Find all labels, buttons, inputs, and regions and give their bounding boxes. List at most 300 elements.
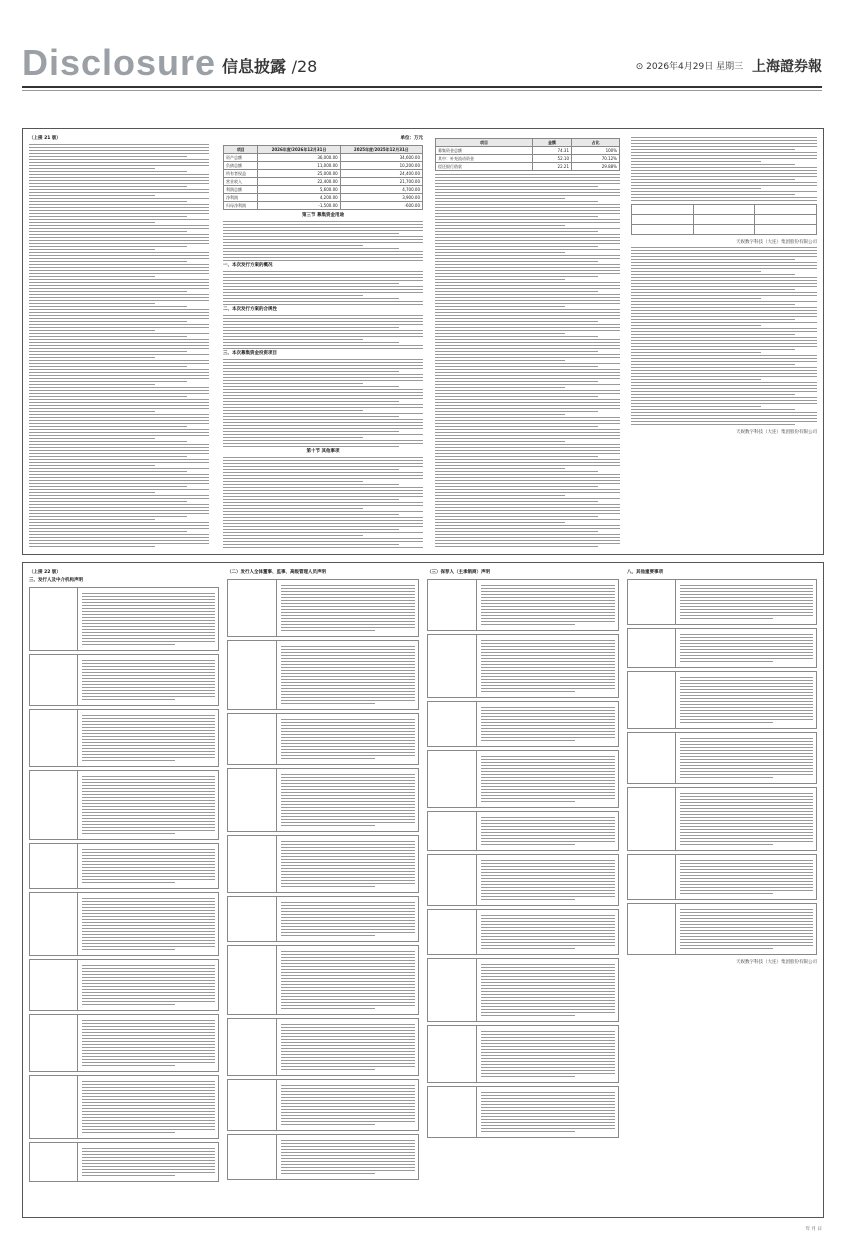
text-line — [281, 1054, 416, 1055]
text-line — [281, 951, 416, 952]
text-line — [281, 795, 416, 796]
text-line — [435, 291, 598, 292]
text-line — [481, 1113, 616, 1114]
text-line — [82, 821, 215, 822]
text-line — [481, 1009, 616, 1010]
text-line — [481, 591, 616, 592]
text-line — [281, 847, 416, 848]
text-line — [82, 833, 175, 834]
text-line — [631, 289, 795, 290]
text-line — [435, 375, 620, 376]
text-line — [435, 216, 598, 217]
text-line — [29, 384, 155, 385]
text-line — [481, 640, 616, 641]
text-line — [82, 733, 215, 734]
text-line — [223, 469, 399, 470]
table-row — [224, 162, 423, 170]
text-line — [481, 679, 616, 680]
text-line — [631, 292, 817, 293]
text-line — [481, 872, 616, 873]
text-line — [82, 739, 215, 740]
text-line — [223, 547, 423, 548]
text-line — [680, 750, 813, 751]
text-line — [281, 652, 416, 653]
text-line — [29, 501, 187, 502]
text-line — [281, 655, 416, 656]
text-line — [223, 224, 423, 225]
masthead — [22, 42, 822, 82]
text-line — [680, 829, 813, 830]
text-line — [82, 1102, 215, 1103]
statement-block — [29, 843, 219, 889]
text-line — [82, 812, 215, 813]
text-line — [281, 914, 416, 915]
text-line — [29, 423, 209, 424]
text-line — [680, 912, 813, 913]
text-line — [631, 307, 817, 308]
text-line — [29, 237, 209, 238]
table-cell: 74.31 — [533, 147, 572, 155]
text-line — [223, 383, 363, 384]
text-line — [281, 1002, 416, 1003]
text-line — [281, 697, 416, 698]
text-line — [680, 701, 813, 702]
text-line — [680, 860, 813, 861]
text-line — [435, 201, 598, 202]
text-line — [481, 866, 616, 867]
text-line — [631, 301, 817, 302]
text-line — [481, 823, 616, 824]
text-line — [281, 990, 416, 991]
text-line — [223, 271, 423, 272]
text-line — [631, 268, 817, 269]
statement-block — [427, 854, 619, 906]
text-line — [281, 877, 416, 878]
text-line — [481, 982, 616, 983]
text-line — [82, 626, 215, 627]
text-line — [223, 481, 363, 482]
text-line — [82, 1163, 215, 1164]
text-line — [223, 330, 423, 331]
text-line — [281, 1106, 416, 1107]
text-line — [680, 704, 813, 705]
text-line — [680, 915, 813, 916]
text-line — [481, 1128, 616, 1129]
text-line — [481, 1058, 616, 1059]
table-header: 金额 — [533, 139, 572, 147]
text-line — [435, 468, 565, 469]
text-line — [281, 923, 416, 924]
text-line — [481, 863, 616, 864]
text-line — [29, 330, 155, 331]
text-line — [29, 213, 209, 214]
body-text — [29, 144, 209, 548]
text-line — [29, 519, 155, 520]
text-line — [481, 667, 616, 668]
text-line — [223, 260, 423, 261]
text-line — [631, 409, 795, 410]
text-line — [680, 918, 813, 919]
text-line — [631, 340, 817, 341]
text-line — [82, 1001, 215, 1002]
text-line — [82, 1157, 215, 1158]
text-line — [281, 630, 375, 631]
text-line — [29, 489, 209, 490]
text-line — [481, 771, 616, 772]
text-line — [82, 1148, 215, 1149]
text-line — [281, 880, 416, 881]
text-line — [281, 1008, 375, 1009]
text-line — [82, 605, 215, 606]
body-text — [223, 457, 423, 548]
text-line — [223, 487, 423, 488]
text-line — [680, 866, 813, 867]
text-line — [223, 484, 399, 485]
text-line — [435, 234, 620, 235]
text-line — [82, 818, 215, 819]
text-line — [82, 904, 215, 905]
text-line — [631, 143, 817, 144]
text-line — [82, 745, 215, 746]
text-line — [82, 992, 215, 993]
text-line — [481, 737, 616, 738]
text-line — [82, 800, 215, 801]
table-cell: 4,200.00 — [258, 194, 340, 202]
text-line — [29, 159, 209, 160]
text-line — [281, 844, 416, 845]
table-cell: 25,000.00 — [258, 170, 340, 178]
text-line — [281, 871, 416, 872]
text-line — [481, 1043, 616, 1044]
text-line — [82, 1041, 215, 1042]
text-line — [481, 829, 616, 830]
text-line — [680, 634, 813, 635]
text-line — [481, 985, 616, 986]
text-line — [631, 346, 817, 347]
text-line — [481, 844, 575, 845]
text-line — [29, 408, 209, 409]
text-line — [82, 806, 215, 807]
text-line — [435, 279, 565, 280]
text-line — [281, 1027, 416, 1028]
text-line — [281, 700, 416, 701]
text-line — [223, 425, 423, 426]
text-line — [435, 345, 620, 346]
statement-block — [427, 750, 619, 808]
text-line — [435, 414, 565, 415]
text-line — [680, 722, 773, 723]
text-line — [481, 661, 616, 662]
table-cell: 34,600.00 — [340, 154, 422, 162]
text-line — [82, 1099, 215, 1100]
text-line — [481, 780, 616, 781]
table-cell: 归母净利润 — [224, 202, 258, 210]
text-line — [82, 876, 215, 877]
text-line — [223, 251, 423, 252]
text-line — [29, 192, 209, 193]
text-line — [82, 593, 215, 594]
text-line — [435, 348, 620, 349]
text-line — [82, 879, 215, 880]
table-cell: 4,700.00 — [340, 186, 422, 194]
text-line — [29, 345, 209, 346]
text-line — [281, 996, 416, 997]
text-line — [435, 309, 620, 310]
text-line — [281, 594, 416, 595]
text-line — [223, 377, 423, 378]
text-line — [680, 719, 813, 720]
text-line — [631, 191, 817, 192]
text-line — [631, 379, 761, 380]
text-line — [281, 1124, 375, 1125]
table-cell: 24,400.00 — [340, 170, 422, 178]
text-line — [631, 304, 795, 305]
text-line — [481, 997, 616, 998]
text-line — [435, 252, 565, 253]
text-line — [29, 261, 187, 262]
text-line — [435, 255, 620, 256]
text-line — [29, 399, 209, 400]
text-line — [281, 1048, 416, 1049]
text-line — [435, 381, 598, 382]
text-line — [29, 195, 155, 196]
statement-block — [627, 854, 817, 900]
text-line — [223, 395, 423, 396]
text-line — [223, 544, 399, 545]
text-line — [223, 499, 399, 500]
text-line — [481, 936, 616, 937]
text-line — [82, 1081, 215, 1082]
top-left-column — [29, 135, 209, 548]
text-line — [680, 713, 813, 714]
statement-block — [427, 811, 619, 851]
bottom-col-3 — [427, 569, 619, 1211]
statement-block — [29, 959, 219, 1011]
text-line — [481, 1052, 616, 1053]
text-line — [435, 498, 620, 499]
text-line — [29, 525, 209, 526]
text-line — [631, 164, 795, 165]
text-line — [223, 371, 399, 372]
text-line — [481, 1006, 616, 1007]
text-line — [82, 925, 215, 926]
text-line — [223, 475, 423, 476]
text-line — [680, 692, 813, 693]
text-line — [631, 322, 817, 323]
text-line — [82, 675, 215, 676]
text-line — [223, 245, 363, 246]
text-line — [631, 250, 817, 251]
signing-company: 天娱数字科技（大连）集团股份有限公司 — [736, 960, 817, 965]
text-line — [435, 444, 620, 445]
text-line — [435, 177, 620, 178]
text-line — [223, 404, 423, 405]
text-line — [680, 606, 813, 607]
text-line — [680, 677, 813, 678]
text-line — [680, 942, 813, 943]
table-cell: 负债总额 — [224, 162, 258, 170]
text-line — [435, 222, 620, 223]
text-line — [435, 396, 598, 397]
text-line — [435, 528, 620, 529]
text-line — [82, 980, 215, 981]
text-line — [435, 537, 620, 538]
text-line — [281, 774, 416, 775]
text-line — [481, 783, 616, 784]
table-header: 项目 — [436, 139, 533, 147]
text-line — [481, 1107, 616, 1108]
text-line — [82, 715, 215, 716]
text-line — [281, 807, 416, 808]
text-line — [29, 255, 209, 256]
body-text — [223, 315, 423, 349]
statement-block — [227, 945, 419, 1015]
text-line — [481, 673, 616, 674]
text-line — [680, 707, 813, 708]
top-mid-column — [223, 135, 423, 548]
text-line — [435, 489, 620, 490]
text-line — [281, 825, 375, 826]
text-line — [435, 240, 620, 241]
text-line — [435, 372, 620, 373]
text-line — [481, 670, 616, 671]
statement-block — [29, 1075, 219, 1139]
text-line — [82, 1053, 215, 1054]
text-line — [223, 254, 423, 255]
text-line — [223, 535, 363, 536]
statement-block — [227, 768, 419, 832]
text-line — [481, 759, 616, 760]
text-line — [82, 1084, 215, 1085]
text-line — [82, 919, 215, 920]
text-line — [680, 832, 813, 833]
text-line — [223, 413, 423, 414]
table-row — [224, 170, 423, 178]
text-line — [435, 333, 565, 334]
text-line — [82, 669, 215, 670]
text-line — [281, 1069, 375, 1070]
text-line — [29, 324, 209, 325]
text-line — [481, 1104, 616, 1105]
text-line — [631, 382, 817, 383]
text-line — [281, 786, 416, 787]
text-line — [281, 874, 416, 875]
text-line — [223, 274, 423, 275]
text-line — [82, 748, 215, 749]
body-text — [223, 271, 423, 305]
text-line — [29, 234, 209, 235]
text-line — [435, 363, 620, 364]
text-line — [281, 917, 416, 918]
footer-date: 年 月 日 — [805, 1227, 822, 1232]
text-line — [82, 867, 215, 868]
text-line — [82, 1035, 215, 1036]
text-line — [631, 355, 817, 356]
text-line — [481, 817, 616, 818]
text-line — [82, 910, 215, 911]
text-line — [29, 339, 209, 340]
text-line — [631, 179, 795, 180]
text-line — [82, 629, 215, 630]
statement-block — [427, 1025, 619, 1083]
text-line — [223, 248, 399, 249]
text-line — [82, 776, 215, 777]
text-line — [29, 201, 187, 202]
text-line — [223, 514, 399, 515]
text-line — [631, 158, 817, 159]
table-header: 2026年度/2026年12月31日 — [258, 146, 340, 154]
text-line — [481, 945, 616, 946]
text-line — [631, 424, 795, 425]
text-line — [481, 899, 575, 900]
text-line — [29, 291, 187, 292]
text-line — [481, 838, 616, 839]
statement-block — [227, 1134, 419, 1180]
text-line — [281, 749, 416, 750]
text-line — [680, 762, 813, 763]
text-line — [82, 830, 215, 831]
text-line — [281, 963, 416, 964]
text-line — [631, 364, 795, 365]
text-line — [680, 588, 813, 589]
text-line — [82, 858, 215, 859]
text-line — [29, 240, 209, 241]
text-line — [223, 434, 423, 435]
text-line — [82, 1175, 175, 1176]
text-line — [82, 757, 215, 758]
text-line — [281, 777, 416, 778]
text-line — [631, 265, 817, 266]
text-line — [631, 370, 817, 371]
text-line — [631, 262, 817, 263]
table-cell: 其中：补充流动资金 — [436, 155, 533, 163]
table-row — [224, 202, 423, 210]
text-line — [435, 318, 620, 319]
text-line — [680, 612, 813, 613]
text-line — [82, 995, 215, 996]
text-line — [281, 816, 416, 817]
text-line — [481, 624, 575, 625]
text-line — [680, 698, 813, 699]
text-line — [82, 852, 215, 853]
text-line — [435, 465, 620, 466]
text-line — [29, 507, 209, 508]
text-line — [435, 366, 598, 367]
body-text — [435, 174, 620, 548]
text-line — [435, 270, 620, 271]
text-line — [435, 195, 620, 196]
table-cell: 募集资金总额 — [436, 147, 533, 155]
text-line — [29, 222, 155, 223]
text-line — [223, 463, 423, 464]
statement-block — [29, 892, 219, 956]
text-line — [29, 219, 209, 220]
text-line — [29, 267, 209, 268]
text-line — [481, 1049, 616, 1050]
text-line — [82, 968, 215, 969]
text-line — [631, 137, 817, 138]
text-line — [281, 755, 416, 756]
text-line — [82, 699, 175, 700]
text-line — [481, 713, 616, 714]
text-line — [29, 243, 209, 244]
text-line — [631, 319, 795, 320]
table-cell: 所有者权益 — [224, 170, 258, 178]
text-line — [631, 280, 817, 281]
statement-block — [227, 713, 419, 765]
text-line — [435, 225, 565, 226]
text-line — [281, 621, 416, 622]
